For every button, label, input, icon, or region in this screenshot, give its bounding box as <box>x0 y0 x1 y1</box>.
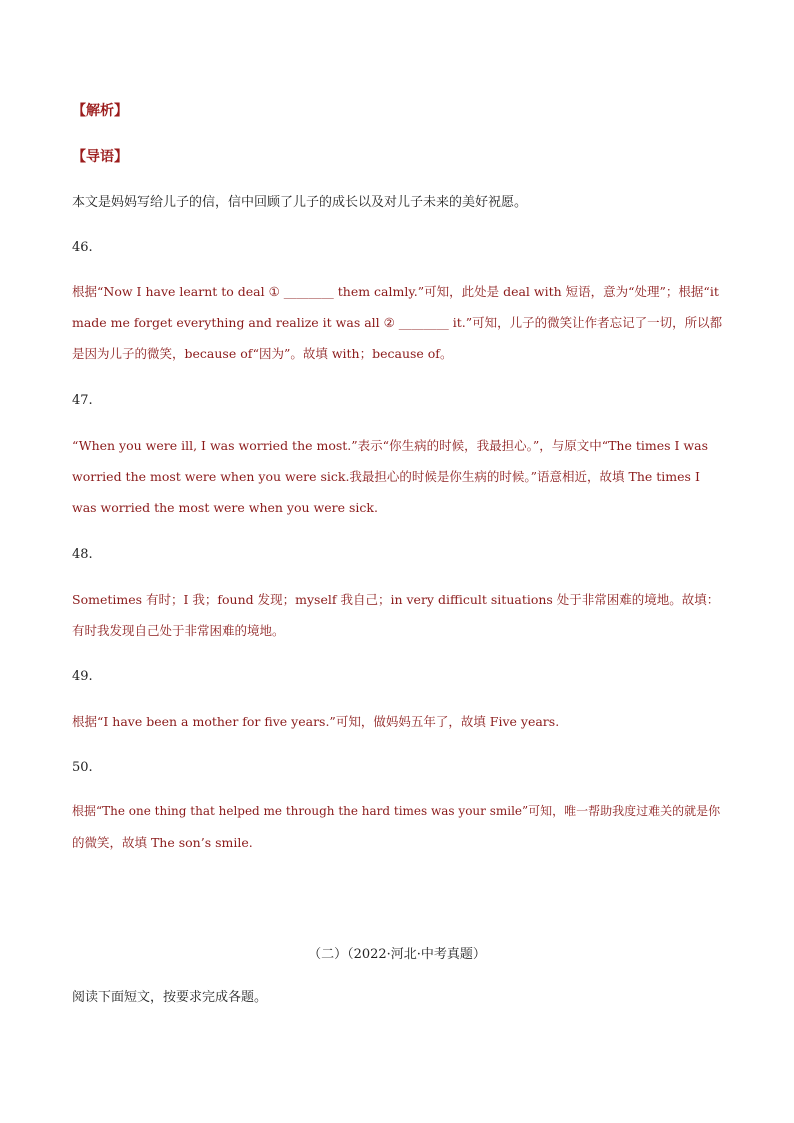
answer-46-line-2: made me forget everything and realize it was all ② ________ it.”可知，儿子的微笑让作者忘记了一切，所以都 <box>72 315 723 330</box>
answer-50 <box>72 796 728 858</box>
guide-label: 【导语】 <box>72 149 128 165</box>
answer-47-line-1: “When you were ill, I was worried the most.”表示“你生病的时候，我最担心。”，与原文中“The times I was <box>72 438 708 453</box>
answer-50-line-1: 根据“The one thing that helped me through the hard times was your smile”可知，唯一帮助我度过难关的就是你 <box>72 804 721 818</box>
answer-48 <box>72 584 728 646</box>
section-title: （二）（2022·河北·中考真题） <box>308 947 486 962</box>
answer-48-line-1: Sometimes 有时；I 我；found 发现；myself 我自己；in very difficult situations 处于非常困难的境地。故填： <box>72 592 720 607</box>
answer-47-line-2: worried the most were when you were sick.我最担心的时候是你生病的时候。”语意相近，故填 The times I <box>72 469 700 484</box>
answer-46 <box>72 276 728 369</box>
answer-49-line-1: 根据“I have been a mother for five years.”可知，做妈妈五年了，故填 Five years. <box>72 714 560 729</box>
answer-49 <box>72 706 728 737</box>
reading-instruction: 阅读下面短文，按要求完成各题。 <box>72 990 268 1005</box>
answer-48-line-2: 有时我发现自己处于非常困难的境地。 <box>72 623 285 638</box>
question-number-47: 47. <box>72 393 93 408</box>
analysis-label: 【解析】 <box>72 103 128 119</box>
question-number-50: 50. <box>72 760 93 775</box>
answer-50-line-2: 的微笑，故填 The son’s smile. <box>72 835 253 850</box>
question-number-48: 48. <box>72 547 93 562</box>
question-number-49: 49. <box>72 669 93 684</box>
answer-47-line-3: was worried the most were when you were sick. <box>72 500 378 515</box>
answer-46-line-3: 是因为儿子的微笑，because of“因为”。故填 with；because of。 <box>72 346 453 361</box>
answer-47 <box>72 430 728 523</box>
guide-text: 本文是妈妈写给儿子的信，信中回顾了儿子的成长以及对儿子未来的美好祝愿。 <box>72 195 528 210</box>
question-number-46: 46. <box>72 240 93 255</box>
answer-46-line-1: 根据“Now I have learnt to deal ① ________ them calmly.”可知，此处是 deal with 短语，意为“处理”；根据“it <box>72 284 719 299</box>
